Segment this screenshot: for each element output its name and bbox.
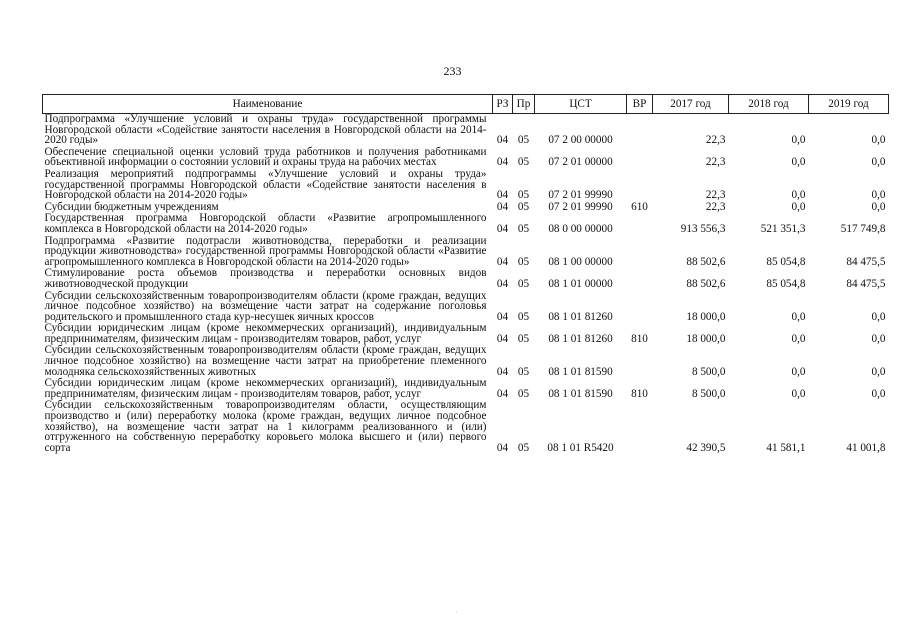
cell-y2019: 517 749,8	[840, 222, 886, 235]
cell-rz: 04	[496, 222, 509, 235]
cell-vr: 810	[631, 332, 648, 345]
table-row	[43, 114, 889, 147]
table-header-row	[43, 95, 889, 114]
cell-name: Подпрограмма «Развитие подотрасли животноводства, переработки и реализации продукции животноводства» государственной программы Новгородской области «Развитие агропромышленного комплекса в Новгородской области на 2014-2020 годы»	[44, 234, 487, 268]
cell-vr	[627, 268, 653, 290]
cell-y2019: 0,0	[871, 365, 886, 378]
cell-cst: 08 1 01 81590	[548, 365, 613, 378]
budget-table	[42, 94, 889, 454]
cell-name: Субсидии сельскохозяйственным товаропроизводителям области (кроме граждан, ведущих личное подсобное хозяйство) на возмещение части затрат на приобретение племенного молодняка сельскохозяйственных животных	[44, 344, 487, 378]
cell-vr	[627, 400, 653, 454]
header-2017: 2017 год	[653, 95, 729, 114]
cell-rz: 04	[496, 441, 509, 454]
cell-name: Субсидии юридическим лицам (кроме некоммерческих организаций), индивидуальным предпринимателям, физическим лицам - производителям товаров, работ, услуг	[44, 377, 487, 400]
cell-pr: 05	[517, 387, 530, 400]
cell-pr: 05	[517, 200, 530, 213]
cell-pr: 05	[517, 255, 530, 268]
cell-y2018: 0,0	[791, 189, 806, 202]
cell-y2018: 85 054,8	[766, 277, 806, 290]
cell-y2018: 0,0	[791, 387, 806, 400]
header-cst: ЦСТ	[535, 95, 627, 114]
cell-y2017: 22,3	[705, 189, 726, 202]
header-pr: Пр	[513, 95, 535, 114]
cell-name: Государственная программа Новгородской области «Развитие агропромышленного комплекса в Новгородской области на 2014-2020 годы»	[44, 212, 487, 235]
page-number: 233	[443, 64, 462, 78]
cell-y2019: 0,0	[871, 387, 886, 400]
cell-pr: 05	[517, 277, 530, 290]
cell-y2018: 41 581,1	[766, 441, 806, 454]
cell-name: Реализация мероприятий подпрограммы «Улучшение условий и охраны труда» государственной программы Новгородской области «Содействие занятости населения в Новгородской области на 2014-2020 годы»	[44, 167, 487, 202]
cell-y2017: 18 000,0	[686, 310, 726, 323]
table-body	[43, 114, 889, 455]
table-row	[43, 378, 889, 400]
cell-pr: 05	[517, 222, 530, 235]
cell-vr	[627, 213, 653, 235]
cell-cst: 08 1 01 R5420	[547, 441, 614, 454]
cell-pr: 05	[517, 441, 530, 454]
cell-vr: 610	[631, 200, 648, 213]
cell-y2017: 913 556,3	[680, 222, 726, 235]
cell-pr: 05	[517, 310, 530, 323]
cell-pr: 05	[517, 156, 530, 169]
cell-rz: 04	[496, 255, 509, 268]
cell-name: Стимулирование роста объемов производства и переработки основных видов животноводческой продукции	[44, 267, 487, 290]
cell-y2017: 22,3	[705, 156, 726, 169]
header-2019: 2019 год	[809, 95, 889, 114]
cell-y2018: 0,0	[791, 310, 806, 323]
table-row	[43, 169, 889, 202]
cell-y2018: 0,0	[791, 156, 806, 169]
cell-y2017: 18 000,0	[686, 332, 726, 345]
cell-y2017: 88 502,6	[686, 277, 726, 290]
cell-y2019: 0,0	[871, 156, 886, 169]
cell-cst: 08 0 00 00000	[548, 222, 613, 235]
cell-name: Субсидии бюджетным учреждениям	[44, 200, 219, 213]
table-row	[43, 268, 889, 290]
cell-y2019: 41 001,8	[846, 441, 886, 454]
cell-cst: 08 1 00 00000	[548, 255, 613, 268]
cell-name: Субсидии сельскохозяйственным товаропроизводителям области, осуществляющим производство и (или) переработку молока (кроме граждан, ведущих личное подсобное хозяйство), на возмещение части затрат на 1 килограмм реализованного и (или) отгруженного на собственную переработку коровьего молока высшего и (или) первого сорта	[44, 399, 487, 454]
cell-vr	[627, 169, 653, 202]
cell-y2019: 84 475,5	[846, 255, 886, 268]
cell-rz: 04	[496, 134, 509, 147]
cell-rz: 04	[496, 332, 509, 345]
cell-cst: 08 1 01 81260	[548, 310, 613, 323]
cell-cst: 08 1 01 81590	[548, 387, 613, 400]
cell-cst: 07 2 01 99990	[548, 200, 613, 213]
table-row	[43, 291, 889, 324]
cell-y2017: 8 500,0	[691, 387, 726, 400]
table-row	[43, 323, 889, 345]
cell-y2018: 0,0	[791, 332, 806, 345]
cell-cst: 07 2 01 00000	[548, 156, 613, 169]
cell-cst: 08 1 01 00000	[548, 277, 613, 290]
cell-vr	[627, 345, 653, 378]
cell-vr	[627, 236, 653, 269]
cell-rz: 04	[496, 277, 509, 290]
cell-rz: 04	[496, 387, 509, 400]
cell-rz: 04	[496, 310, 509, 323]
cell-y2019: 84 475,5	[846, 277, 886, 290]
cell-y2018: 0,0	[791, 134, 806, 147]
cell-vr	[627, 147, 653, 169]
cell-rz: 04	[496, 189, 509, 202]
table-row	[43, 236, 889, 269]
cell-y2018: 521 351,3	[760, 222, 806, 235]
cell-y2019: 0,0	[871, 200, 886, 213]
cell-name: Обеспечение специальной оценки условий труда работников и получения работниками объективной информации о состоянии условий и охраны труда на рабочих местах	[44, 145, 487, 169]
cell-rz: 04	[496, 200, 509, 213]
table-row	[43, 213, 889, 235]
cell-cst: 07 2 00 00000	[548, 134, 613, 147]
cell-pr: 05	[517, 134, 530, 147]
cell-cst: 07 2 01 99990	[548, 189, 613, 202]
cell-name: Субсидии юридическим лицам (кроме некоммерческих организаций), индивидуальным предпринимателям, физическим лицам - производителям товаров, работ, услуг	[44, 322, 487, 345]
cell-rz: 04	[496, 156, 509, 169]
cell-y2018: 0,0	[791, 365, 806, 378]
cell-y2017: 88 502,6	[686, 255, 726, 268]
cell-rz: 04	[496, 365, 509, 378]
cell-y2019: 0,0	[871, 189, 886, 202]
cell-y2017: 42 390,5	[686, 441, 726, 454]
cell-y2019: 0,0	[871, 134, 886, 147]
cell-y2017: 22,3	[705, 134, 726, 147]
cell-vr	[627, 291, 653, 324]
scan-speck: ·	[455, 608, 458, 617]
cell-name: Подпрограмма «Улучшение условий и охраны труда» государственной программы Новгородской области «Содействие занятости населения в Новгородской области на 2014-2020 годы»	[44, 113, 487, 147]
header-rz: РЗ	[493, 95, 513, 114]
cell-y2019: 0,0	[871, 310, 886, 323]
table-row	[43, 147, 889, 169]
table-row	[43, 345, 889, 378]
cell-name: Субсидии сельскохозяйственным товаропроизводителям области (кроме граждан, ведущих личное подсобное хозяйство) на возмещение части затрат на содержание поголовья родительского и промышленного стада кур-несушек яичных кроссов	[44, 289, 487, 323]
cell-y2017: 8 500,0	[691, 365, 726, 378]
cell-pr: 05	[517, 189, 530, 202]
header-vr: ВР	[627, 95, 653, 114]
cell-y2018: 85 054,8	[766, 255, 806, 268]
cell-cst: 08 1 01 81260	[548, 332, 613, 345]
header-name: Наименование	[43, 95, 493, 114]
header-2018: 2018 год	[729, 95, 809, 114]
cell-vr	[627, 114, 653, 147]
cell-pr: 05	[517, 365, 530, 378]
table-row	[43, 400, 889, 454]
cell-y2017: 22,3	[705, 200, 726, 213]
cell-vr: 810	[631, 387, 648, 400]
cell-y2019: 0,0	[871, 332, 886, 345]
cell-pr: 05	[517, 332, 530, 345]
cell-y2018: 0,0	[791, 200, 806, 213]
